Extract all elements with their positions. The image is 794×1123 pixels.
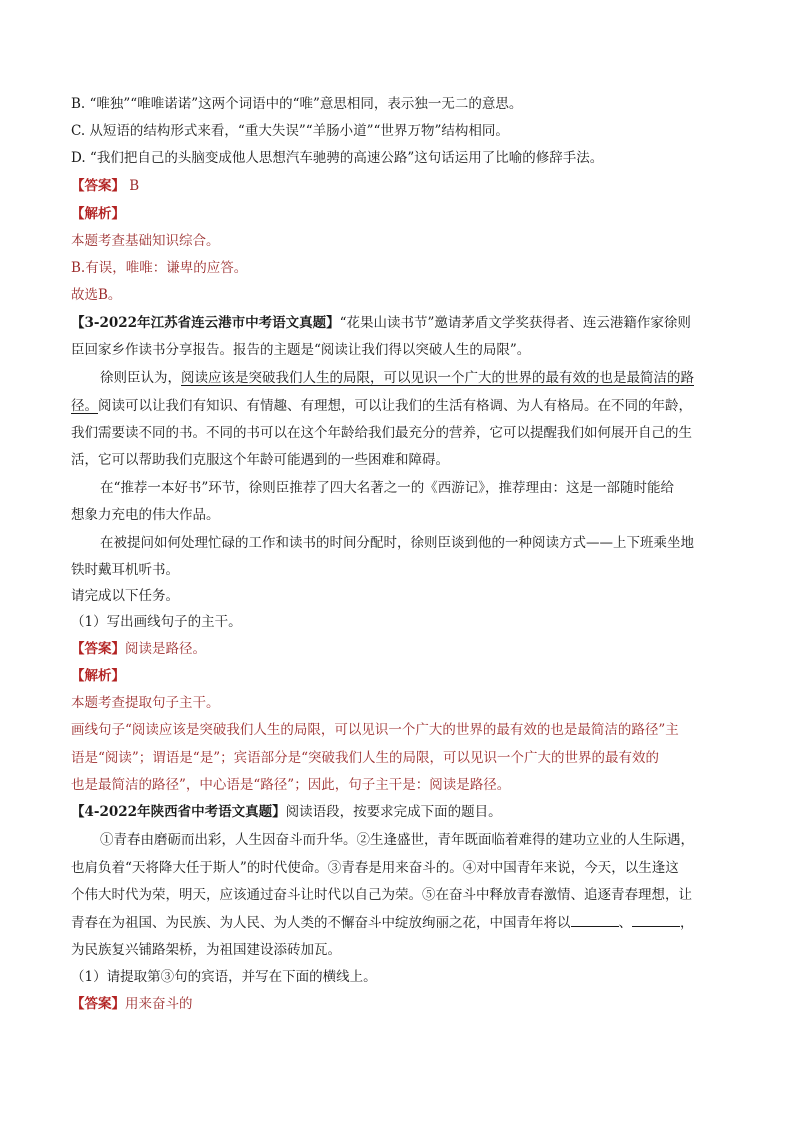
q3-answer bbox=[71, 639, 731, 659]
q4-line-1: ①青春由磨砺而出彩，人生因奋斗而升华。②生逢盛世，青年既面临着难得的建功立业的人生际遇， bbox=[100, 832, 694, 848]
q2-analysis-3: 故选B。 bbox=[71, 287, 122, 303]
q3-heading bbox=[71, 313, 731, 333]
q4-line-5: 为民族复兴铺路架桥，为祖国建设添砖加瓦。 bbox=[71, 942, 341, 958]
analysis-label: 【解析】 bbox=[71, 668, 125, 684]
option-d: D. “我们把自己的头脑变成他人思想汽车驰骋的高速公路”这句话运用了比喻的修辞手法。 bbox=[71, 150, 604, 166]
q4-sub-question: （1）请提取第③句的宾语，并写在下面的横线上。 bbox=[71, 969, 377, 985]
underlined-sentence-1: 阅读应该是突破我们人生的局限，可以见识一个广大的世界的最有效的也是最简洁的路 bbox=[181, 370, 694, 386]
q3-task: 请完成以下任务。 bbox=[71, 588, 179, 604]
q3-analysis-4: 也是最简洁的路径”，中心语是“路径”；因此，句子主干是：阅读是路径。 bbox=[71, 777, 511, 793]
q3-p3-line-2: 铁时戴耳机听书。 bbox=[71, 562, 179, 578]
analysis-label: 【解析】 bbox=[71, 206, 125, 222]
q2-analysis-1: 本题考查基础知识综合。 bbox=[71, 233, 220, 249]
q3-p1-line-4: 活，它可以帮助我们克服这个年龄可能遇到的一些困难和障碍。 bbox=[71, 452, 449, 468]
answer-label: 【答案】 bbox=[71, 996, 125, 1012]
q3-source: 【3-2022年江苏省连云港市中考语文真题】 bbox=[71, 315, 340, 331]
option-b: B. “唯独”“唯唯诺诺”这两个词语中的“唯”意思相同，表示独一无二的意思。 bbox=[71, 96, 523, 112]
answer-label: 【答案】 bbox=[71, 178, 125, 194]
answer-value: B bbox=[125, 178, 140, 194]
q3-p2-line-2: 想象力充电的伟大作品。 bbox=[71, 507, 220, 523]
q4-line-4 bbox=[71, 913, 731, 933]
q3-p3-line-1: 在被提问如何处理忙碌的工作和读书的时间分配时，徐则臣谈到他的一种阅读方式——上下班乘坐地 bbox=[100, 535, 694, 551]
q2-analysis-2: B.有误，唯唯：谦卑的应答。 bbox=[71, 260, 248, 276]
q3-analysis-1: 本题考查提取句子主干。 bbox=[71, 695, 220, 711]
q3-intro-1: “花果山读书节”邀请茅盾文学奖获得者、连云港籍作家徐则 bbox=[339, 315, 691, 331]
q4-line-3: 个伟大时代为荣，明天，应该通过奋斗让时代以自己为荣。⑤在奋斗中释放青春激情、追逐青春理想，让 bbox=[71, 887, 692, 903]
q3-p1-line-2 bbox=[71, 396, 731, 416]
q3-p2-line-1: 在“推荐一本好书”环节，徐则臣推荐了四大名著之一的《西游记》，推荐理由：这是一部随时能给 bbox=[100, 480, 675, 496]
answer-value: 用来奋斗的 bbox=[125, 996, 193, 1012]
q4-intro: 阅读语段，按要求完成下面的题目。 bbox=[285, 804, 502, 820]
option-c: C. 从短语的结构形式来看，“重大失误”“羊肠小道”“世界万物”结构相同。 bbox=[71, 123, 509, 139]
q4-line-4-text: 青春在为祖国、为民族、为人民、为人类的不懈奋斗中绽放绚丽之花，中国青年将以 bbox=[71, 915, 571, 931]
q3-analysis-2: 画线句子“阅读应该是突破我们人生的局限，可以见识一个广大的世界的最有效的也是最简洁的路径”主 bbox=[71, 722, 679, 738]
q4-source: 【4-2022年陕西省中考语文真题】 bbox=[71, 804, 286, 820]
p1-lead: 徐则臣认为， bbox=[100, 370, 181, 386]
q2-answer bbox=[71, 176, 731, 196]
blank-separator: 、 bbox=[618, 915, 632, 931]
fill-blank-1[interactable] bbox=[571, 914, 619, 927]
q3-analysis-3: 语是“阅读”；谓语是“是”；宾语部分是“突破我们人生的局限，可以见识一个广大的世界的最有效的 bbox=[71, 750, 660, 766]
p1-rest: 阅读可以让我们有知识、有情趣、有理想，可以让我们的生活有格调、为人有格局。在不同的年龄， bbox=[98, 398, 692, 414]
q4-line-2: 也肩负着“天将降大任于斯人”的时代使命。③青春是用来奋斗的。④对中国青年来说，今天，以生逢这 bbox=[71, 860, 679, 876]
q2-analysis-label bbox=[71, 204, 731, 224]
answer-label: 【答案】 bbox=[71, 641, 125, 657]
line-end-comma: ， bbox=[680, 915, 694, 931]
q3-p1-line-1 bbox=[100, 368, 760, 388]
q3-sub-question: （1）写出画线句子的主干。 bbox=[71, 614, 242, 630]
answer-value: 阅读是路径。 bbox=[125, 641, 206, 657]
q3-intro-2: 臣回家乡作读书分享报告。报告的主题是“阅读让我们得以突破人生的局限”。 bbox=[71, 342, 531, 358]
q4-heading bbox=[71, 802, 731, 822]
fill-blank-2[interactable] bbox=[632, 914, 680, 927]
underlined-sentence-2: 径。 bbox=[71, 398, 98, 414]
q3-analysis-label bbox=[71, 666, 731, 686]
q3-p1-line-3: 我们需要读不同的书。不同的书可以在这个年龄给我们最充分的营养，它可以提醒我们如何展开自己的生 bbox=[71, 425, 692, 441]
q4-answer bbox=[71, 994, 731, 1014]
